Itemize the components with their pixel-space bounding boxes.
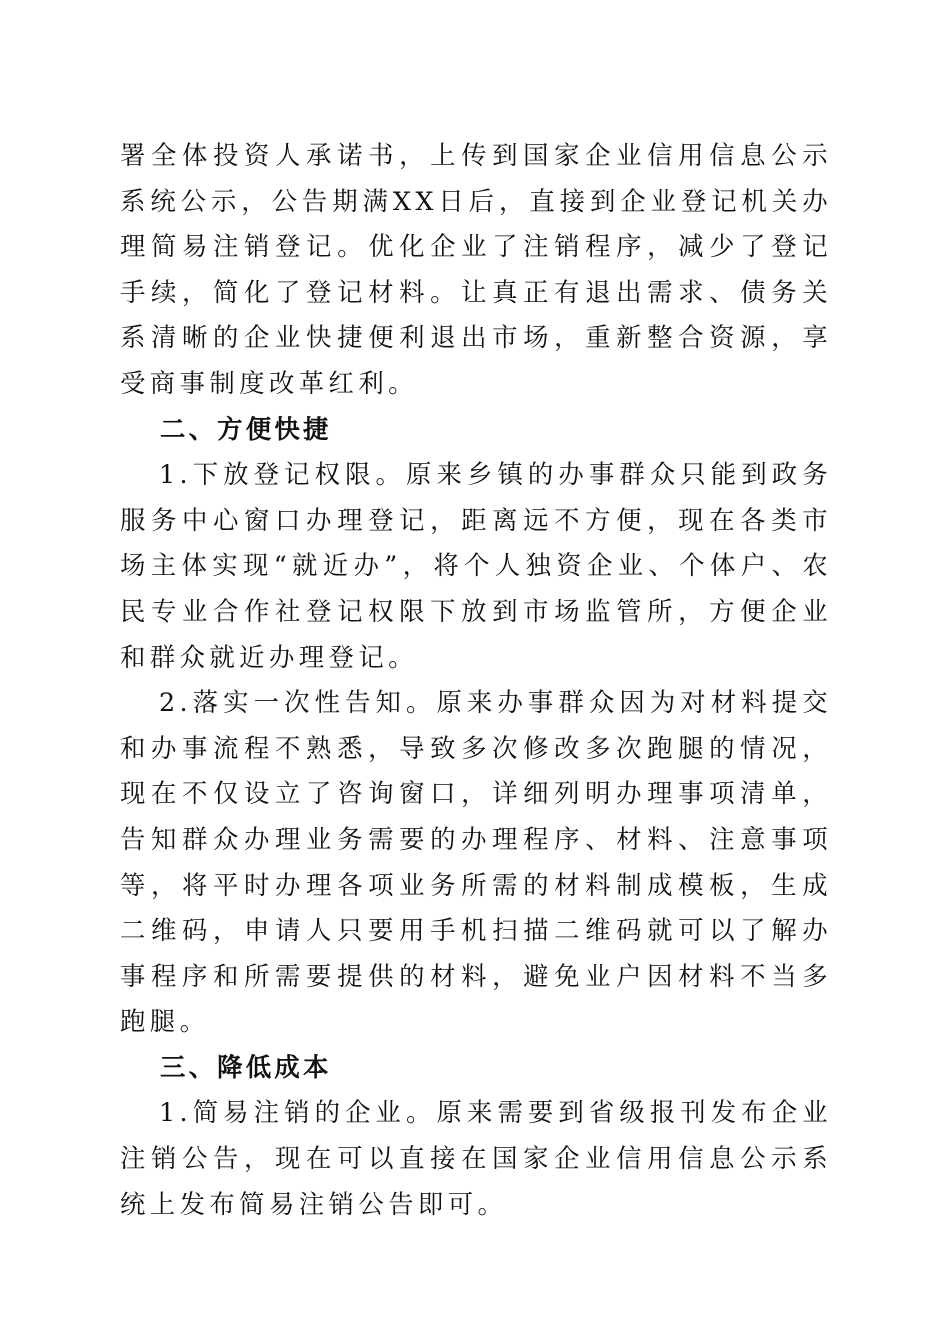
section-heading-reduce-cost: 三、降低成本 bbox=[160, 1051, 332, 1082]
paragraph-simplified-deregistration-continued: 署全体投资人承诺书，上传到国家企业信用信息公示系统公示，公告期满XX日后，直接到企业登记机关办理简易注销登记。优化企业了注销程序，减少了登记手续，简化了登记材料。让真正有退出需求、债务关系清晰的企业快捷便利退出市场，重新整合资源，享受商事制度改革红利。 bbox=[120, 140, 832, 398]
section-heading-convenience: 二、方便快捷 bbox=[160, 413, 332, 444]
paragraph-one-time-notification: 2.落实一次性告知。原来办事群众因为对材料提交和办事流程不熟悉，导致多次修改多次跑腿的情况，现在不仅设立了咨询窗口，详细列明办理事项清单，告知群众办理业务需要的办理程序、材料、注意事项等，将平时办理各项业务所需的材料制成模板，生成二维码，申请人只要用手机扫描二维码就可以了解办事程序和所需要提供的材料，避免业户因材料不当多跑腿。 bbox=[120, 687, 832, 1037]
paragraph-delegate-registration-authority: 1.下放登记权限。原来乡镇的办事群众只能到政务服务中心窗口办理登记，距离远不方便，现在各类市场主体实现“就近办”，将个人独资企业、个体户、农民专业合作社登记权限下放到市场监管所，方便企业和群众就近办理登记。 bbox=[120, 459, 832, 672]
paragraph-simplified-deregistration-enterprise: 1.简易注销的企业。原来需要到省级报刊发布企业注销公告，现在可以直接在国家企业信用信息公示系统上发布简易注销公告即可。 bbox=[120, 1097, 832, 1219]
document-body bbox=[120, 133, 832, 1227]
